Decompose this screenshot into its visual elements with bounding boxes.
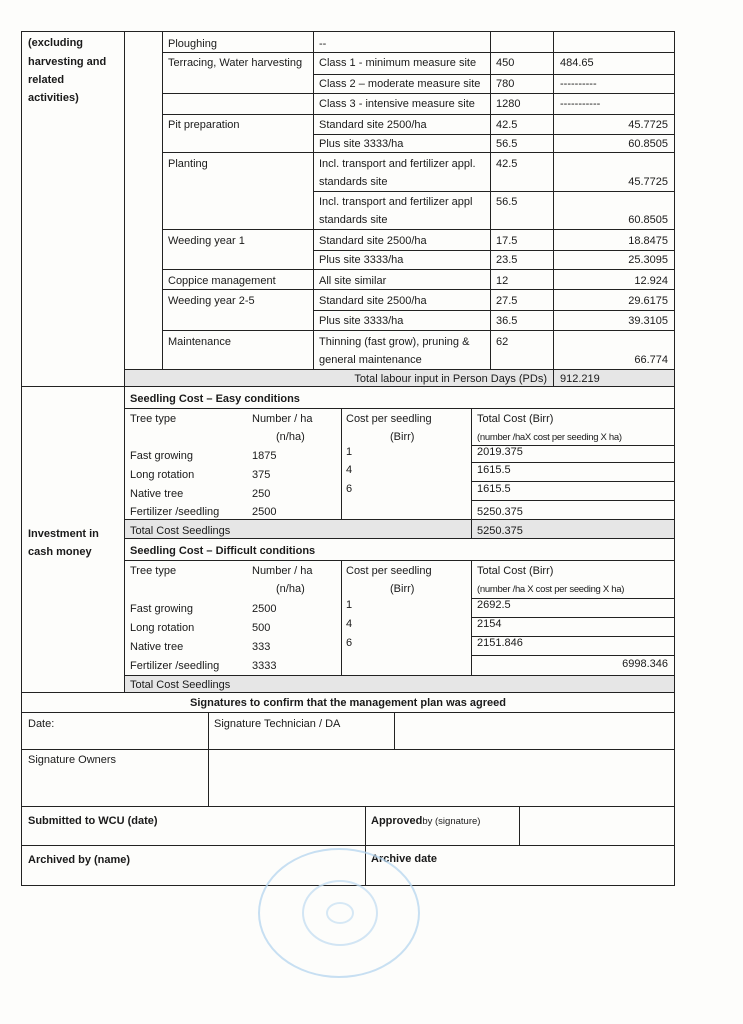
easy-total-fast: 2019.375 (477, 446, 523, 458)
total-pit-standard: 45.7725 (628, 119, 668, 131)
easy-number-fast: 1875 (252, 450, 277, 462)
total-class-2: ---------- (560, 78, 597, 90)
easy-head-type: Tree type (130, 413, 177, 425)
pd-class-1: 450 (496, 57, 515, 69)
activity-planting: Planting (168, 158, 208, 170)
official-stamp (258, 848, 420, 978)
pd-weeding25-standard: 27.5 (496, 295, 518, 307)
pd-pit-standard: 42.5 (496, 119, 518, 131)
difficult-type-long: Long rotation (130, 622, 195, 634)
labour-total-value: 912.219 (560, 373, 600, 385)
submitted-label: Submitted to WCU (date) (28, 815, 158, 827)
archive-date-label: Archive date (371, 853, 438, 865)
activity-coppice-management: Coppice management (168, 275, 276, 287)
total-weeding25-plus: 39.3105 (628, 315, 668, 327)
difficult-head-number: Number / ha (252, 565, 313, 577)
pd-coppice: 12 (496, 275, 509, 287)
investment-section-label-1: Investment in (28, 528, 99, 540)
difficult-head-type: Tree type (130, 565, 177, 577)
easy-number-long: 375 (252, 469, 271, 481)
site-class-2: Class 2 – moderate measure site (319, 78, 481, 90)
site-planting-plus: Incl. transport and fertilizer appl (319, 196, 473, 208)
easy-head-number-unit: (n/ha) (276, 431, 305, 443)
activity-maintenance: Maintenance (168, 336, 231, 348)
site-planting-plus-2: standards site (319, 214, 388, 226)
activity-weeding-year-2-5: Weeding year 2-5 (168, 295, 255, 307)
total-pit-plus: 60.8505 (628, 138, 668, 150)
site-pit-standard: Standard site 2500/ha (319, 119, 427, 131)
site-coppice: All site similar (319, 275, 387, 287)
total-class-3: ----------- (560, 98, 601, 110)
pd-pit-plus: 56.5 (496, 138, 518, 150)
labour-section-label-4: activities) (28, 92, 79, 104)
difficult-type-fertilizer: Fertilizer /seedling (130, 660, 220, 672)
difficult-number-fertilizer: 3333 (252, 660, 277, 672)
site-ploughing: -- (319, 38, 327, 50)
site-weeding1-plus: Plus site 3333/ha (319, 254, 404, 266)
activity-terracing: Terracing, Water harvesting (168, 57, 303, 69)
easy-head-cost: Cost per seedling (346, 413, 432, 425)
easy-cost-fast: 1 (346, 446, 353, 458)
pd-maintenance: 62 (496, 336, 509, 348)
total-maintenance: 66.774 (634, 354, 668, 366)
total-planting-standard: 45.7725 (628, 176, 668, 188)
easy-head-total-formula: (number /haX cost per seeding X ha) (477, 432, 622, 443)
technician-label: Signature Technician / DA (214, 718, 341, 730)
site-class-1: Class 1 - minimum measure site (319, 57, 477, 69)
easy-head-number: Number / ha (252, 413, 313, 425)
difficult-number-native: 333 (252, 641, 271, 653)
difficult-total-long: 2154 (477, 618, 502, 630)
total-planting-plus: 60.8505 (628, 214, 668, 226)
difficult-cost-native: 6 (346, 637, 353, 649)
site-pit-plus: Plus site 3333/ha (319, 138, 404, 150)
difficult-type-fast: Fast growing (130, 603, 193, 615)
easy-total-label: Total Cost Seedlings (130, 525, 231, 537)
pd-planting-plus: 56.5 (496, 196, 518, 208)
site-weeding25-plus: Plus site 3333/ha (319, 315, 404, 327)
difficult-cost-long: 4 (346, 618, 353, 630)
date-label: Date: (28, 718, 55, 730)
stamp-emblem-icon (326, 902, 354, 924)
difficult-head-number-unit: (n/ha) (276, 583, 305, 595)
easy-number-fertilizer: 2500 (252, 506, 277, 518)
labour-section-label-3: related (28, 74, 65, 86)
pd-weeding25-plus: 36.5 (496, 315, 518, 327)
activity-pit-preparation: Pit preparation (168, 119, 240, 131)
signatures-title: Signatures to confirm that the management plan was agreed (189, 697, 506, 709)
labour-section-label-2: harvesting and (28, 56, 107, 68)
difficult-number-long: 500 (252, 622, 271, 634)
pd-weeding1-plus: 23.5 (496, 254, 518, 266)
easy-cost-native: 6 (346, 483, 353, 495)
total-weeding1-standard: 18.8475 (628, 235, 668, 247)
easy-type-long: Long rotation (130, 469, 195, 481)
pd-class-2: 780 (496, 78, 515, 90)
approved-label: Approvedby (signature) (371, 815, 481, 827)
labour-total-label: Total labour input in Person Days (PDs) (354, 373, 547, 385)
investment-section-label-2: cash money (28, 546, 92, 558)
site-weeding1-standard: Standard site 2500/ha (319, 235, 427, 247)
easy-total-value: 5250.375 (477, 525, 523, 537)
pd-planting-standard: 42.5 (496, 158, 518, 170)
difficult-total-native: 2151.846 (477, 637, 523, 649)
site-weeding25-standard: Standard site 2500/ha (319, 295, 427, 307)
easy-type-native: Native tree (130, 488, 184, 500)
pd-weeding1-standard: 17.5 (496, 235, 518, 247)
difficult-head-cost-unit: (Birr) (390, 583, 415, 595)
easy-head-total: Total Cost (Birr) (477, 413, 554, 425)
total-coppice: 12.924 (634, 275, 668, 287)
easy-total-fertilizer: 5250.375 (477, 506, 523, 518)
difficult-head-total-formula: (number /ha X cost per seeding X ha) (477, 584, 625, 595)
difficult-head-cost: Cost per seedling (346, 565, 432, 577)
difficult-head-total: Total Cost (Birr) (477, 565, 554, 577)
site-class-3: Class 3 - intensive measure site (319, 98, 475, 110)
owners-label: Signature Owners (28, 754, 117, 766)
activity-weeding-year-1: Weeding year 1 (168, 235, 245, 247)
difficult-total-fast: 2692.5 (477, 599, 511, 611)
easy-title: Seedling Cost – Easy conditions (130, 393, 300, 405)
total-weeding1-plus: 25.3095 (628, 254, 668, 266)
difficult-type-native: Native tree (130, 641, 184, 653)
difficult-total-fertilizer: 6998.346 (622, 658, 668, 670)
activity-ploughing: Ploughing (168, 38, 217, 50)
archived-label: Archived by (name) (28, 854, 131, 866)
difficult-title: Seedling Cost – Difficult conditions (130, 545, 316, 557)
pd-class-3: 1280 (496, 98, 521, 110)
site-maintenance: Thinning (fast grow), pruning & (319, 336, 470, 348)
difficult-cost-fast: 1 (346, 599, 353, 611)
site-planting-standard-2: standards site (319, 176, 388, 188)
easy-type-fertilizer: Fertilizer /seedling (130, 506, 220, 518)
site-planting-standard: Incl. transport and fertilizer appl. (319, 158, 476, 170)
easy-cost-long: 4 (346, 464, 353, 476)
site-maintenance-2: general maintenance (319, 354, 422, 366)
easy-head-cost-unit: (Birr) (390, 431, 415, 443)
difficult-total-label: Total Cost Seedlings (130, 679, 231, 691)
easy-number-native: 250 (252, 488, 271, 500)
easy-total-native: 1615.5 (477, 483, 511, 495)
easy-total-long: 1615.5 (477, 464, 511, 476)
approved-suffix: by (signature) (422, 816, 481, 827)
total-class-1: 484.65 (560, 57, 594, 69)
easy-type-fast: Fast growing (130, 450, 193, 462)
difficult-number-fast: 2500 (252, 603, 277, 615)
labour-section-label-1: (excluding (28, 37, 84, 49)
total-weeding25-standard: 29.6175 (628, 295, 668, 307)
